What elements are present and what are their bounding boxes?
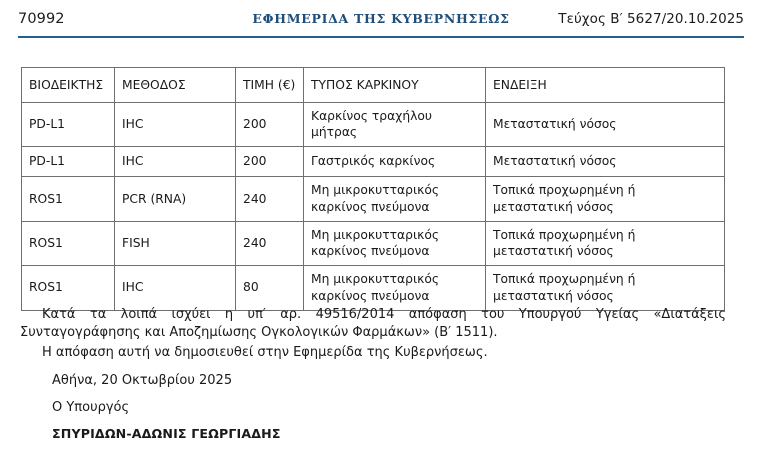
header-divider-rule (18, 36, 744, 38)
page-number: 70992 (18, 11, 65, 27)
cell-biomarker: ROS1 (22, 177, 115, 221)
column-header-biomarker: ΒΙΟΔΕΙΚΤΗΣ (22, 68, 115, 103)
cell-method: IHC (115, 266, 236, 310)
gazette-title: ΕΦΗΜΕΡΙΔΑ ΤΗΣ ΚΥΒΕΡΝΗΣΕΩΣ (252, 11, 510, 26)
cell-biomarker: PD-L1 (22, 147, 115, 177)
cell-biomarker: PD-L1 (22, 103, 115, 147)
cell-cancer-type: Μη μικροκυτταρικός καρκίνος πνεύμονα (304, 266, 486, 310)
signature-place-date: Αθήνα, 20 Οκτωβρίου 2025 (52, 373, 233, 388)
cell-method: FISH (115, 221, 236, 265)
table-row (22, 177, 725, 221)
cell-biomarker: ROS1 (22, 221, 115, 265)
cell-method: PCR (RNA) (115, 177, 236, 221)
column-header-indication: ΕΝΔΕΙΞΗ (486, 68, 725, 103)
biomarker-pricing-table (21, 67, 725, 311)
paragraph-remaining-provisions: Κατά τα λοιπά ισχύει η υπ′ αρ. 49516/2014 απόφαση του Υπουργού Υγείας «Διατάξεις Συνταγογράφησης και Αποζημίωσης Ογκολογικών Φαρμάκων» (Β′ 1511). (20, 307, 726, 341)
cell-indication: Τοπικά προχωρημένη ή μεταστατική νόσος (486, 221, 725, 265)
page-header (0, 0, 762, 40)
cell-price: 80 (236, 266, 304, 310)
cell-method: IHC (115, 103, 236, 147)
column-header-price: ΤΙΜΗ (€) (236, 68, 304, 103)
header-row (18, 11, 744, 33)
cell-price: 240 (236, 221, 304, 265)
table-row (22, 266, 725, 310)
cell-price: 200 (236, 103, 304, 147)
signature-name: ΣΠΥΡΙΔΩΝ-ΑΔΩΝΙΣ ΓΕΩΡΓΙΑΔΗΣ (52, 426, 281, 441)
cell-cancer-type: Μη μικροκυτταρικός καρκίνος πνεύμονα (304, 221, 486, 265)
table-row (22, 147, 725, 177)
cell-indication: Τοπικά προχωρημένη ή μεταστατική νόσος (486, 177, 725, 221)
cell-cancer-type: Καρκίνος τραχήλου μήτρας (304, 103, 486, 147)
cell-method: IHC (115, 147, 236, 177)
table-header-row (22, 68, 725, 103)
cell-indication: Μεταστατική νόσος (486, 103, 725, 147)
paragraph-publication-notice: Η απόφαση αυτή να δημοσιευθεί στην Εφημερίδα της Κυβερνήσεως. (42, 345, 488, 360)
column-header-method: ΜΕΘΟΔΟΣ (115, 68, 236, 103)
cell-price: 200 (236, 147, 304, 177)
table-row (22, 221, 725, 265)
table-body (22, 103, 725, 311)
cell-cancer-type: Γαστρικός καρκίνος (304, 147, 486, 177)
cell-biomarker: ROS1 (22, 266, 115, 310)
signature-role: Ο Υπουργός (52, 400, 130, 415)
issue-reference: Τεύχος Β′ 5627/20.10.2025 (558, 11, 744, 27)
signature-block (52, 374, 472, 441)
cell-indication: Μεταστατική νόσος (486, 147, 725, 177)
table-row (22, 103, 725, 147)
table-header (22, 68, 725, 103)
cell-indication: Τοπικά προχωρημένη ή μεταστατική νόσος (486, 266, 725, 310)
cell-cancer-type: Μη μικροκυτταρικός καρκίνος πνεύμονα (304, 177, 486, 221)
column-header-cancer-type: ΤΥΠΟΣ ΚΑΡΚΙΝΟΥ (304, 68, 486, 103)
cell-price: 240 (236, 177, 304, 221)
